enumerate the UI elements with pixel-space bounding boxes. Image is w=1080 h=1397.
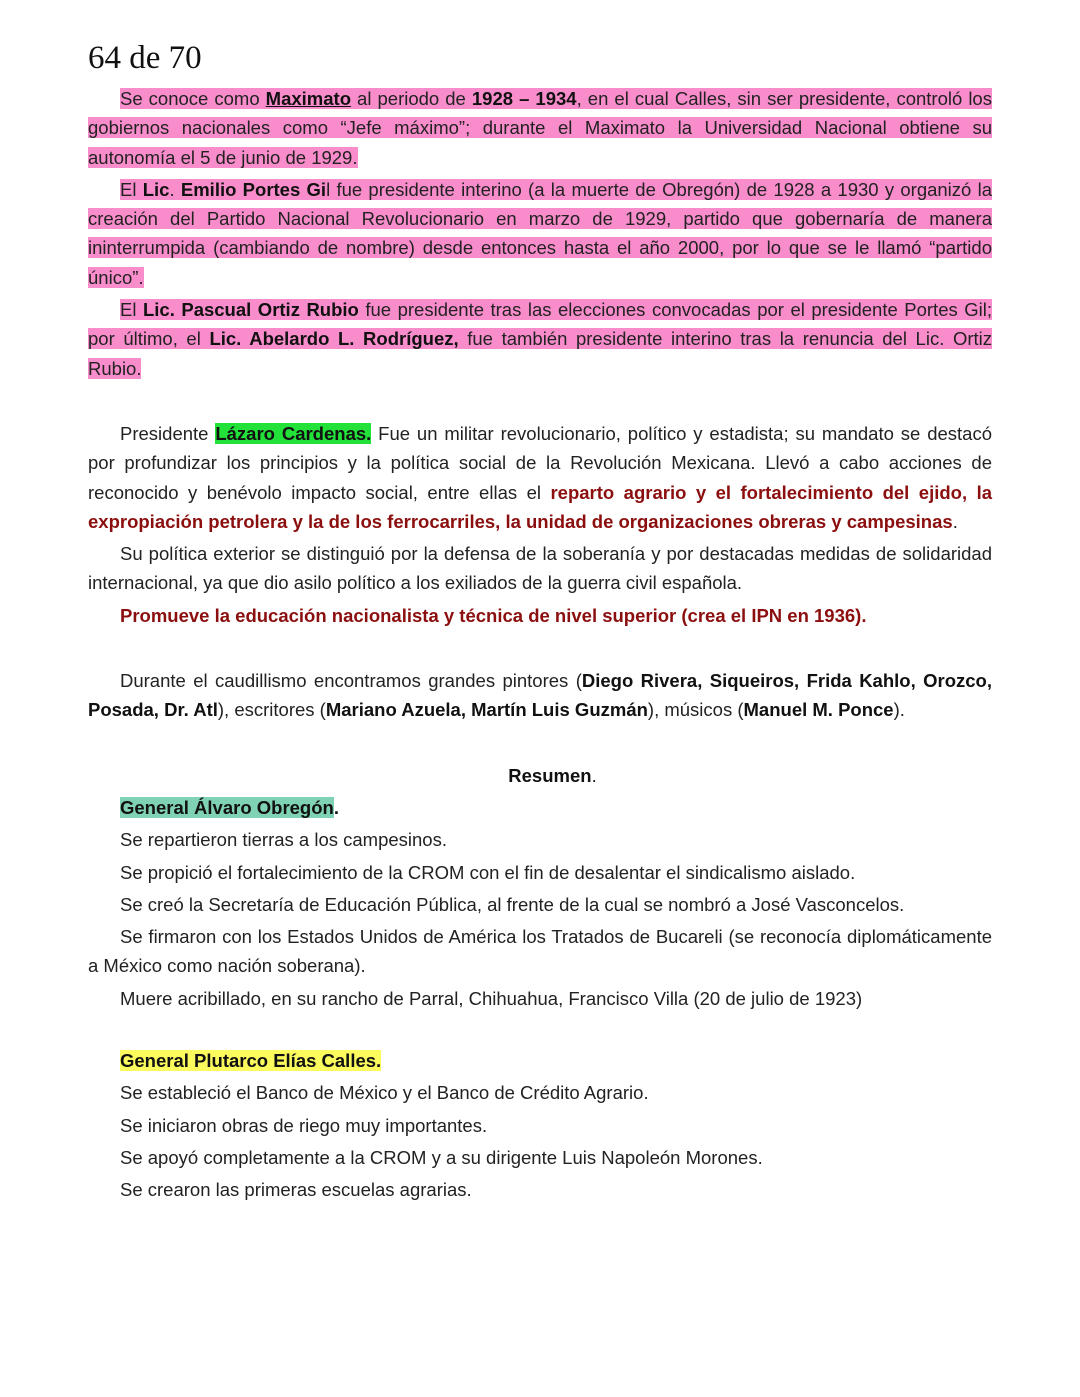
list-item: Se repartieron tierras a los campesinos. (120, 829, 447, 851)
cardenas-achievements: reparto agrario y el fortalecimiento del ejido, la expropiación petrolera y la de los ferrocarriles, la unidad de organizaciones obreras y campesinas (88, 481, 992, 532)
summary-title: Resumen. (508, 764, 597, 786)
highlight-pink: El Lic. Pascual Ortiz Rubio fue presidente tras las elecciones convocadas por el presidente Portes Gil; por último, el Lic. Abelardo L. Rodríguez, fue también presidente interino tras la renuncia del Lic. Ortiz Rubio. (88, 299, 993, 379)
name-cardenas: Lázaro Cardenas. (215, 422, 372, 444)
culture-paragraph: Durante el caudillismo encontramos grandes pintores (Diego Rivera, Siqueiros, Frida Kahlo, Orozco, Posada, Dr. Atl), escritores (Mariano Azuela, Martín Luis Guzmán), músicos (Manuel M. Ponce). (88, 670, 992, 721)
cardenas-paragraph: Presidente Lázaro Cardenas. Fue un militar revolucionario, político y estadista; su mandato se destacó por profundizar los principios y la política social de la Revolución Mexicana. Llevó a cabo acciones de reconocido y benévolo impacto social, entre ellas el reparto agrario y el fortalecimiento del ejido, la expropiación petrolera y la de los ferrocarriles, la unidad de organizaciones obreras y campesinas. (88, 422, 992, 532)
name-abelardo-rodriguez: Lic. Abelardo L. Rodríguez, (209, 328, 459, 350)
portes-gil-paragraph (88, 175, 992, 292)
maximato-paragraph (88, 84, 992, 172)
obregon-summary (88, 793, 992, 1013)
foreign-policy-paragraph: Su política exterior se distinguió por la defensa de la soberanía y por destacadas medidas de solidaridad internacional, ya que dio asilo político a los exiliados de la guerra civil española. (88, 543, 992, 594)
calles-heading: General Plutarco Elías Calles. (120, 1050, 382, 1072)
list-item: Se apoyó completamente a la CROM y a su dirigente Luis Napoleón Morones. (120, 1146, 763, 1168)
list-item: Muere acribillado, en su rancho de Parral, Chihuahua, Francisco Villa (20 de julio de 1923) (120, 987, 863, 1009)
writers: Mariano Azuela, Martín Luis Guzmán (325, 699, 648, 721)
name-ortiz-rubio: Lic. Pascual Ortiz Rubio (142, 299, 359, 321)
ortiz-rubio-paragraph (88, 295, 992, 383)
list-item: Se creó la Secretaría de Educación Pública, al frente de la cual se nombró a José Vasconcelos. (120, 893, 905, 915)
highlight-pink: El Lic. Emilio Portes Gil fue presidente interino (a la muerte de Obregón) de 1928 a 1930 y organizó la creación del Partido Nacional Revolucionario en marzo de 1929, partido que gobernaría de manera ininterrumpida (cambiando de nombre) desde entonces hasta el año 2000, por lo que se le llamó “partido único”. (88, 178, 993, 288)
musicians: Manuel M. Ponce (743, 699, 894, 721)
list-item: Se crearon las primeras escuelas agrarias. (120, 1179, 472, 1201)
calles-summary (88, 1046, 992, 1204)
period-dates: 1928 – 1934 (471, 88, 577, 109)
document-page (88, 36, 992, 1205)
obregon-heading: General Álvaro Obregón. (120, 796, 339, 818)
education-paragraph: Promueve la educación nacionalista y técnica de nivel superior (crea el IPN en 1936). (120, 604, 867, 626)
name-portes-gil: Emilio Portes Gi (180, 178, 327, 200)
highlight-pink: Se conoce como Maximato al periodo de 1928 – 1934, en el cual Calles, sin ser presidente, controló los gobiernos nacionales como “Jefe máximo”; durante el Maximato la Universidad Nacional obtiene su autonomía el 5 de junio de 1929. (88, 88, 992, 168)
list-item: Se iniciaron obras de riego muy importantes. (120, 1114, 488, 1136)
list-item: Se firmaron con los Estados Unidos de América los Tratados de Bucareli (se reconocía diplomáticamente a México como nación soberana). (88, 926, 992, 977)
painters: Diego Rivera, Siqueiros, Frida Kahlo, Orozco, Posada, Dr. Atl (88, 670, 992, 721)
page-number: 64 de 70 (88, 40, 202, 76)
list-item: Se estableció el Banco de México y el Banco de Crédito Agrario. (120, 1082, 649, 1104)
list-item: Se propició el fortalecimiento de la CROM con el fin de desalentar el sindicalismo aislado. (120, 861, 856, 883)
term-maximato: Maximato (265, 88, 351, 109)
